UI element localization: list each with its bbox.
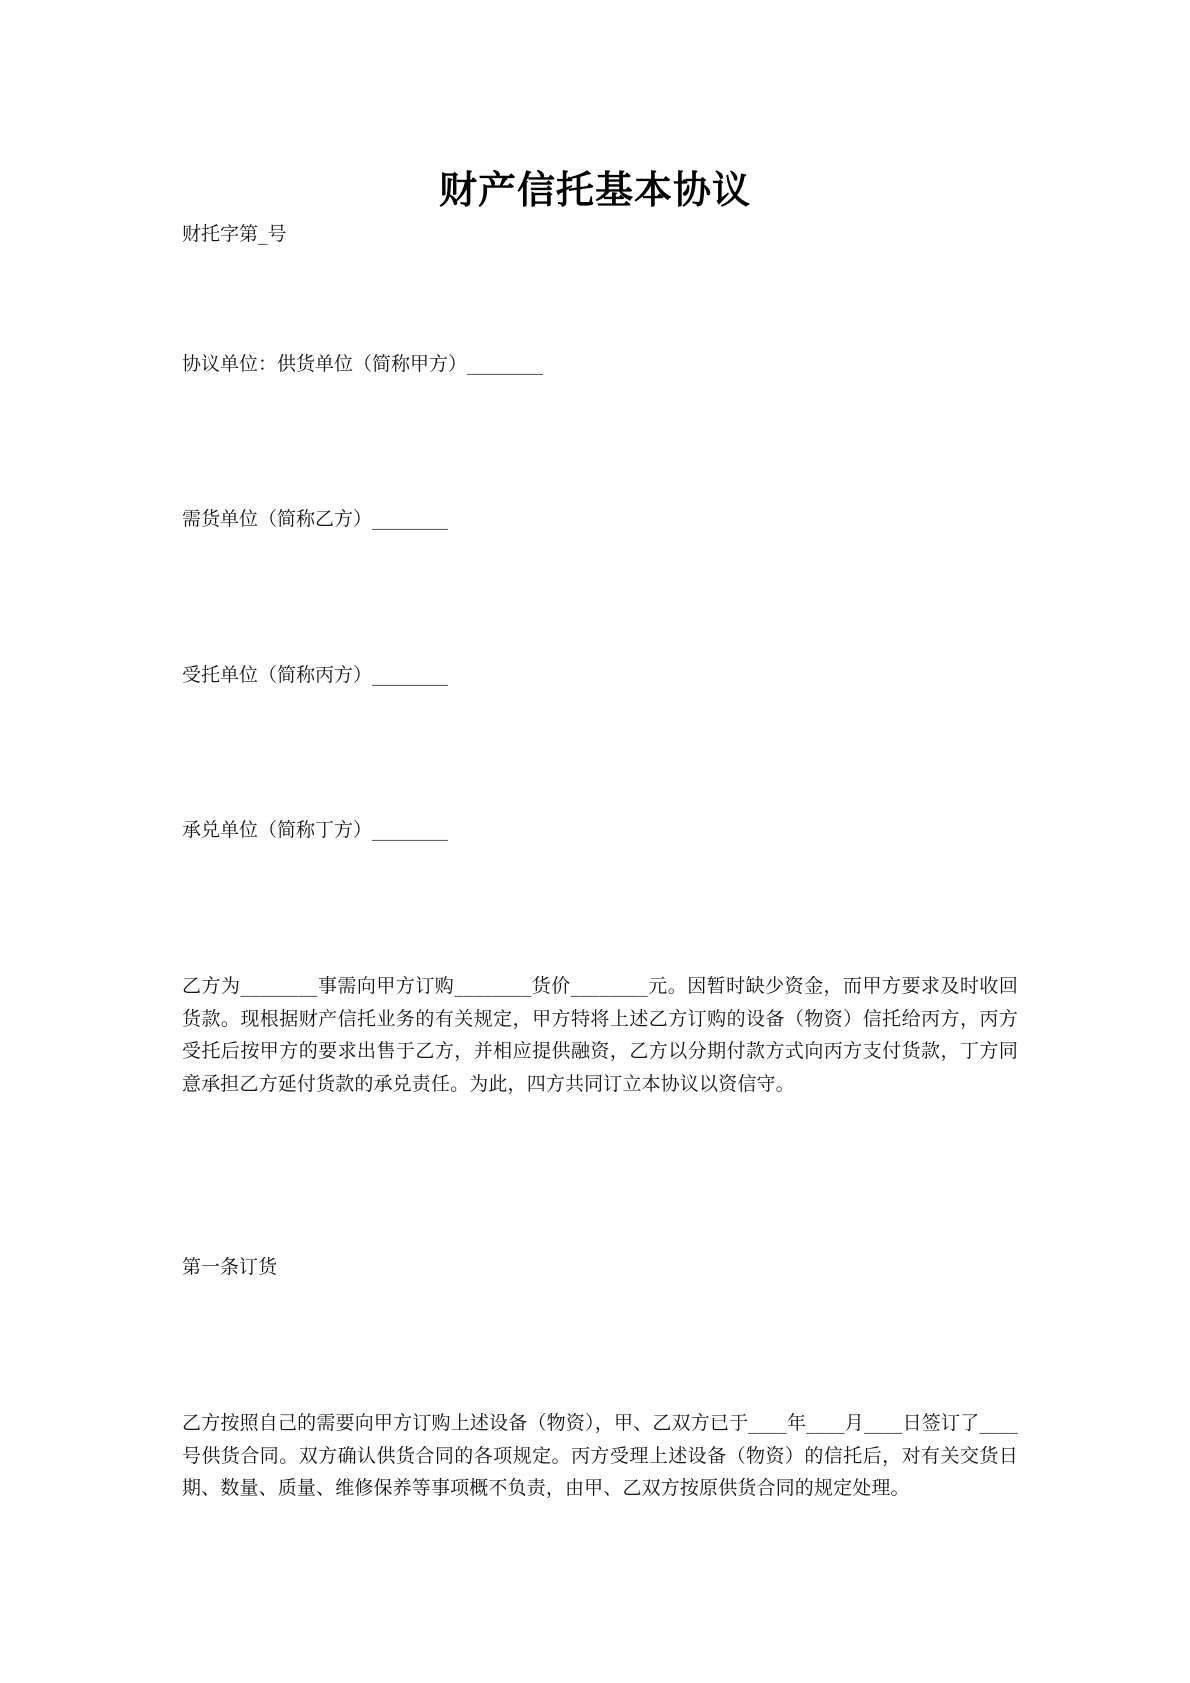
document-title: 财产信托基本协议 (438, 168, 751, 212)
section-heading: 第一条订货 (182, 1256, 278, 1278)
section-body: 乙方按照自己的需要向甲方订购上述设备（物资），甲、乙双方已于____年____月____日签订了____号供货合同。双方确认供货合同的各项规定。丙方受理上述设备（物资）的信托后，对有关交货日期、数量、质量、维修保养等事项概不负责，由甲、乙双方按原供货合同的规定处理。 (182, 1412, 1018, 1500)
party-b-line: 需货单位（简称乙方）________ (182, 508, 449, 530)
preamble-paragraph: 乙方为________事需向甲方订购________货价________元。因暂时缺少资金，而甲方要求及时收回货款。现根据财产信托业务的有关规定，甲方特将上述乙方订购的设备（物资）信托给丙方，丙方受托后按甲方的要求出售于乙方，并相应提供融资，乙方以分期付款方式向丙方支付货款，丁方同意承担乙方延付货款的承兑责任。为此，四方共同订立本协议以资信守。 (182, 975, 1018, 1095)
reference-number: 财托字第_号 (182, 223, 287, 245)
party-d-line: 承兑单位（简称丁方）________ (182, 819, 449, 841)
party-c-line: 受托单位（简称丙方）________ (182, 664, 449, 686)
party-a-line: 协议单位：供货单位（简称甲方）________ (182, 353, 544, 375)
